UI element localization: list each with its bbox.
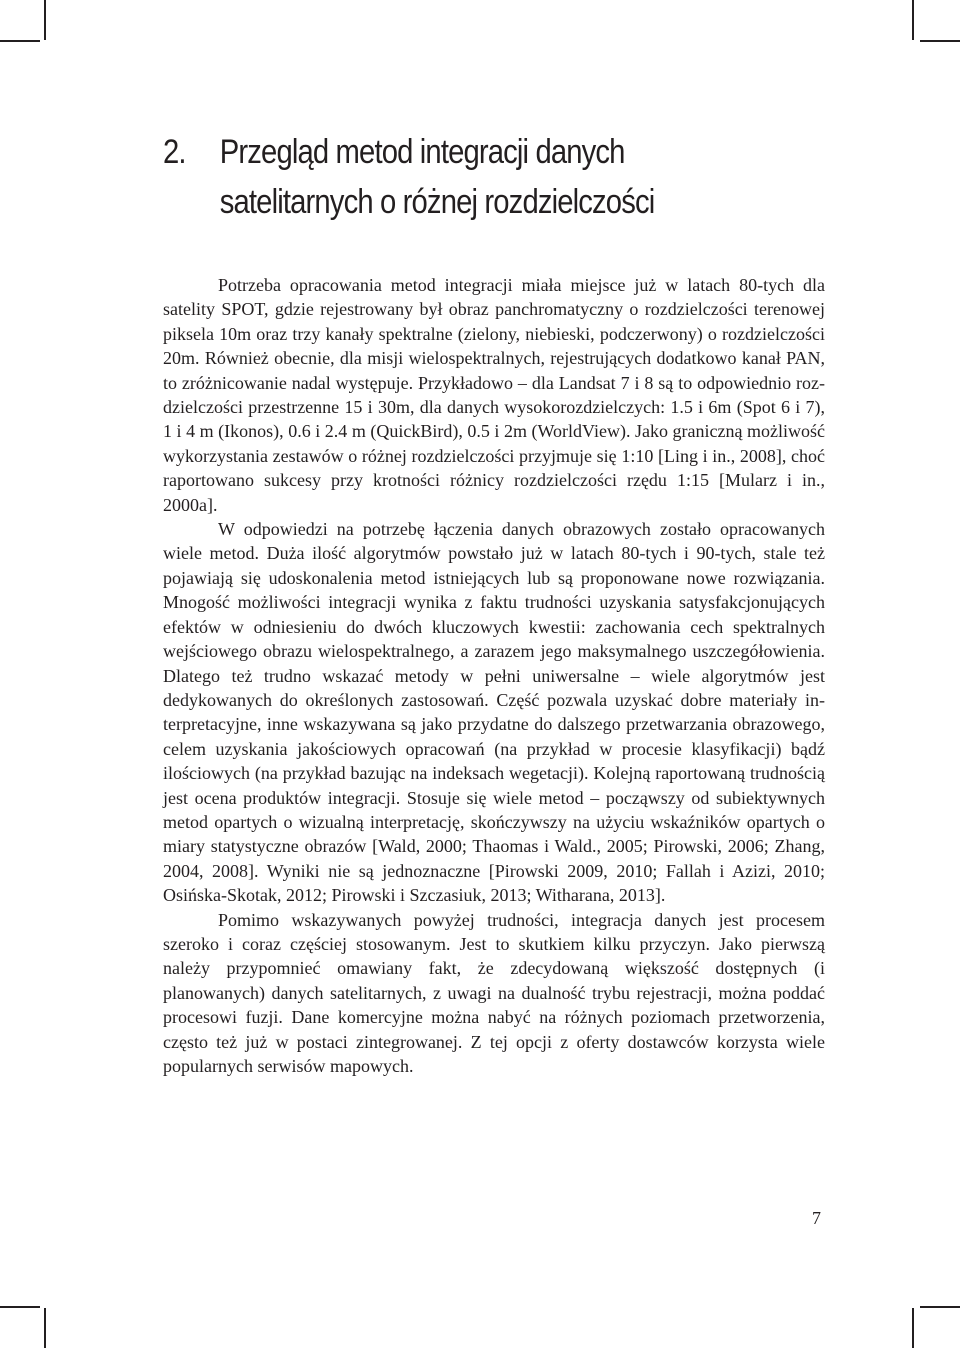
paragraph-1: Potrzeba opracowania metod integracji miała miejsce już w latach 80-tych dla satelity SPOT, gdzie rejestrowany był obraz panchromatyczny o rozdzielczości terenowej piksela 10m oraz trzy kanały spektralne (zielony, niebieski, podczerwony) o rozdzielczości 20m. Również obecnie, dla misji wielospektralnych, rejestrujących dodatkowo kanał PAN, to zróżnicowanie nadal występuje. Przykładowo – dla Landsat 7 i 8 są to odpowiednio rozdzielczości przestrzenne 15 i 30m, dla danych wysokorozdzielczych: 1.5 i 6m (Spot 6 i 7), 1 i 4 m (Ikonos), 0.6 i 2.4 m (QuickBird), 0.5 i 2m (WorldView). Jako graniczną możliwość wykorzystania zestawów o różnej rozdzielczości przyjmuje się 1:10 [Ling i in., 2008], choć raportowano sukcesy przy krotności różnicy rozdzielczości rzędu 1:15 [Mularz i in., 2000a]. xyxy=(163,275,825,515)
body-text xyxy=(163,273,825,1078)
chapter-number: 2. xyxy=(163,133,186,171)
crop-mark-bottom-left-horizontal xyxy=(0,1306,40,1308)
chapter-title-line-2: satelitarnych o różnej rozdzielczości xyxy=(219,183,655,221)
crop-mark-bottom-left-vertical xyxy=(44,1308,46,1348)
crop-mark-top-right-horizontal xyxy=(920,40,960,42)
paragraph-2: W odpowiedzi na potrzebę łączenia danych obrazowych zostało opracowanych wiele metod. Duża ilość algorytmów powstało już w latach 80-tych i 90-tych, stale też pojawiają się udoskonalenia metod istniejących lub są proponowane nowe rozwiązania. Mnogość możliwości integracji wynika z faktu trudności uzyskania satysfakcjonujących efektów w odniesieniu do dwóch kluczowych kwestii: zachowania cech spektralnych wejściowego obrazu wielospektralnego, a zarazem jego maksymalnego uszczegółowienia. Dlatego też trudno wskazać metody w pełni uniwersalne – wiele algorytmów jest dedykowanych do określonych zastosowań. Część pozwala uzyskać dobre materiały interpretacyjne, inne wskazywana są jako przydatne do dalszego przetwarzania obrazowego, celem uzyskania jakościowych opracowań (na przykład w procesie klasyfikacji) bądź ilościowych (na przykład bazując na indeksach wegetacji). Kolejną raportowaną trudnością jest ocena produktów integracji. Stosuje się wiele metod – począwszy od subiektywnych metod opartych o wizualną interpretację, skończywszy na użyciu wskaźników opartych o miary statystyczne obrazów [Wald, 2000; Thaomas i Wald., 2005; Pirowski, 2006; Zhang, 2004, 2008]. Wyniki nie są jednoznaczne [Pirowski 2009, 2010; Fallah i Azizi, 2010; Osińska-Skotak, 2012; Pirowski i Szczasiuk, 2013; Witharana, 2013]. xyxy=(163,519,825,906)
crop-mark-bottom-right-vertical xyxy=(912,1308,914,1348)
paragraph-3: Pomimo wskazywanych powyżej trudności, integracja danych jest procesem szeroko i coraz częściej stosowanym. Jest to skutkiem kilku przyczyn. Jako pierwszą należy przypomnieć omawiany fakt, że zdecydowaną większość dostępnych (i planowanych) danych satelitarnych, z uwagi na dualność trybu rejestracji, można poddać procesowi fuzji. Dane komercyjne można nabyć na różnych poziomach przetworzenia, często też już w postaci zintegrowanej. Z tej opcji z oferty dostawców korzysta wiele popularnych serwisów mapowych. xyxy=(163,909,825,1076)
crop-mark-top-left-vertical xyxy=(44,0,46,40)
crop-mark-top-right-vertical xyxy=(912,0,914,40)
chapter-title-line-1: Przegląd metod integracji danych xyxy=(219,133,625,171)
crop-mark-bottom-right-horizontal xyxy=(920,1306,960,1308)
crop-mark-top-left-horizontal xyxy=(0,40,40,42)
page-number: 7 xyxy=(812,1208,821,1228)
